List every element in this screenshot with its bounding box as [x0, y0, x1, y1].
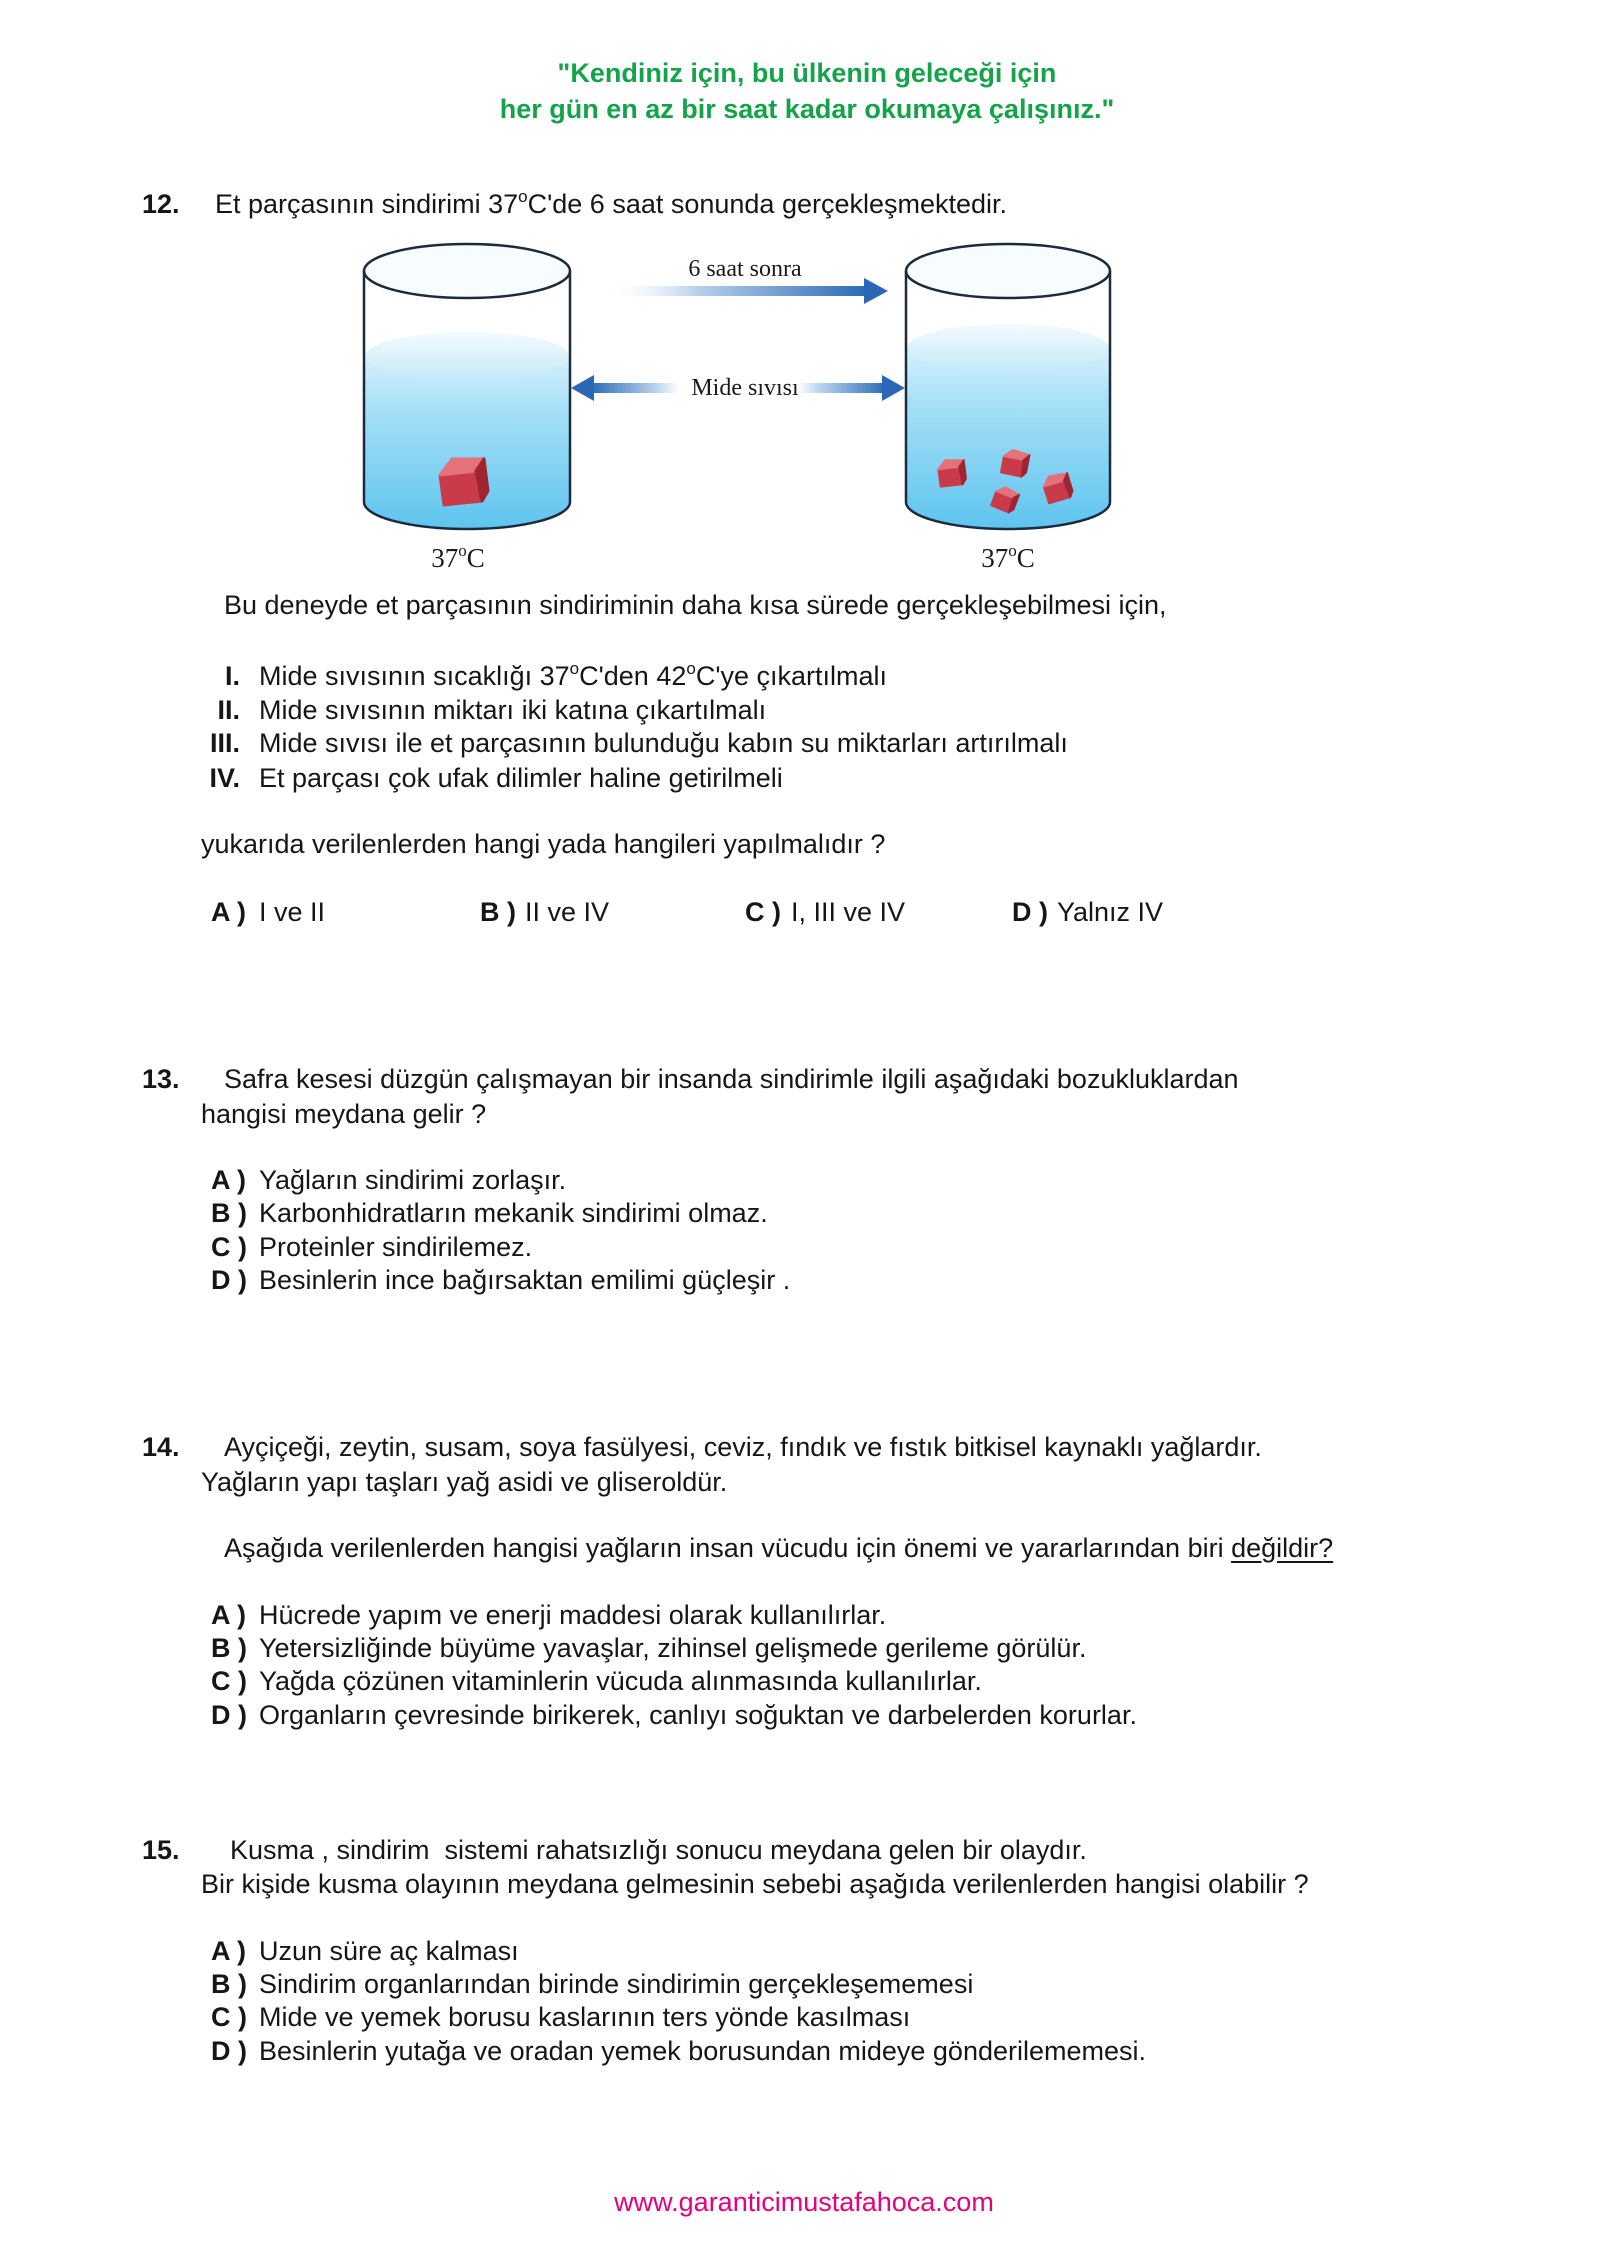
- option-text: Yalnız IV: [1057, 897, 1164, 927]
- degree-superscript: o: [686, 659, 696, 678]
- question-15-stem-line-1: Kusma , sindirim sistemi rahatsızlığı sonucu meydana gelen bir olaydır.: [230, 1835, 1087, 1865]
- stem-text: C'de 6 saat sonunda gerçekleşmektedir.: [527, 189, 1008, 219]
- statement-numeral: III.: [209, 728, 240, 758]
- option-label: A ): [211, 1165, 246, 1195]
- option-text: Karbonhidratların mekanik sindirimi olmaz.: [259, 1198, 768, 1228]
- stem-text: Et parçasının sindirimi 37: [215, 189, 519, 219]
- option-text: Yetersizliğinde büyüme yavaşlar, zihinsel gelişmede gerileme görülür.: [259, 1633, 1087, 1663]
- statement-text: Mide sıvısının miktarı iki katına çıkartılmalı: [259, 695, 767, 725]
- degree-superscript: o: [518, 187, 528, 206]
- option-text: II ve IV: [525, 897, 610, 927]
- statement-part: C'den 42: [579, 661, 687, 691]
- option-text: Besinlerin yutağa ve oradan yemek borusundan mideye gönderilememesi.: [259, 2036, 1147, 2066]
- option-label: D ): [1012, 897, 1048, 927]
- prompt-text: Aşağıda verilenlerden hangisi yağların insan vücudu için önemi ve yararlarından biri: [224, 1533, 1232, 1563]
- question-14-stem-line-1: Ayçiçeği, zeytin, susam, soya fasülyesi, ceviz, fındık ve fıstık bitkisel kaynaklı yağlardır.: [224, 1432, 1262, 1462]
- water-surface: [907, 324, 1109, 372]
- option-text: Besinlerin ince bağırsaktan emilimi güçleşir .: [259, 1265, 791, 1295]
- option-label: C ): [745, 897, 781, 927]
- question-13-stem-line-2: hangisi meydana gelir ?: [201, 1099, 487, 1129]
- option-text: Yağların sindirimi zorlaşır.: [259, 1165, 567, 1195]
- statement-numeral: I.: [224, 661, 240, 691]
- question-13-number: 13.: [142, 1064, 180, 1094]
- question-12-number: 12.: [142, 189, 180, 219]
- statement-part: C'ye çıkartılmalı: [695, 661, 888, 691]
- option-text: Yağda çözünen vitaminlerin vücuda alınmasında kullanılırlar.: [259, 1666, 982, 1696]
- option-text: Proteinler sindirilemez.: [259, 1232, 533, 1262]
- option-text: Uzun süre aç kalması: [259, 1936, 519, 1966]
- statement-numeral: IV.: [209, 763, 240, 793]
- meat-piece-small: [938, 460, 966, 487]
- temperature-unit: C: [466, 543, 485, 573]
- option-label: C ): [211, 1232, 247, 1262]
- option-label: B ): [211, 1633, 247, 1663]
- question-15-stem-line-2: Bir kişide kusma olayının meydana gelmesinin sebebi aşağıda verilenlerden hangisi olabilir ?: [201, 1869, 1309, 1899]
- question-14-stem-line-2: Yağların yapı taşları yağ asidi ve gliseroldür.: [201, 1467, 728, 1497]
- option-text: I, III ve IV: [791, 897, 906, 927]
- question-14-number: 14.: [142, 1432, 180, 1462]
- option-label: C ): [211, 1666, 247, 1696]
- question-12-lead: Bu deneyde et parçasının sindiriminin daha kısa sürede gerçekleşebilmesi için,: [224, 590, 1167, 620]
- digestion-experiment-figure: [0, 0, 1600, 620]
- degree-superscript: o: [1008, 541, 1017, 560]
- option-label: B ): [211, 1969, 247, 1999]
- option-label: D ): [211, 1265, 247, 1295]
- motto-line-1: "Kendiniz için, bu ülkenin geleceği için: [557, 58, 1057, 88]
- option-text: Hücrede yapım ve enerji maddesi olarak kullanılırlar.: [259, 1600, 887, 1630]
- option-text: Sindirim organlarından birinde sindirimin gerçekleşememesi: [259, 1969, 974, 1999]
- arrow-time-label: 6 saat sonra: [688, 256, 802, 282]
- degree-superscript: o: [569, 659, 580, 678]
- temperature-value: 37: [431, 543, 459, 573]
- option-label: B ): [480, 897, 516, 927]
- option-label: A ): [211, 1600, 246, 1630]
- option-text: Organların çevresinde birikerek, canlıyı soğuktan ve darbelerden korurlar.: [259, 1700, 1137, 1730]
- arrow-shaft: [604, 286, 868, 296]
- statement-text: Mide sıvısı ile et parçasının bulunduğu kabın su miktarları artırılmalı: [259, 728, 1068, 758]
- option-label: A ): [211, 897, 246, 927]
- arrow-liquid-label: Mide sıvısı: [691, 375, 799, 401]
- question-12-prompt: yukarıda verilenlerden hangi yada hangileri yapılmalıdır ?: [201, 829, 886, 859]
- degree-superscript: o: [458, 541, 467, 560]
- arrow-head-right: [864, 278, 888, 304]
- option-text: I ve II: [259, 897, 326, 927]
- arrow-head-right: [882, 375, 905, 401]
- statement-numeral: II.: [217, 695, 240, 725]
- statement-text: Et parçası çok ufak dilimler haline getirilmeli: [259, 763, 783, 793]
- question-14-prompt: [224, 1532, 1333, 1564]
- beaker-right: [906, 244, 1110, 529]
- water-surface: [365, 332, 569, 380]
- right-temperature-label: [908, 542, 1108, 578]
- question-15-number: 15.: [142, 1835, 180, 1865]
- option-text: Mide ve yemek borusu kaslarının ters yönde kasılması: [259, 2002, 911, 2032]
- statement-text: [259, 660, 887, 696]
- temperature-value: 37: [981, 543, 1009, 573]
- beaker-left: [364, 244, 570, 529]
- option-label: D ): [211, 2036, 247, 2066]
- arrow-head-left: [571, 375, 594, 401]
- temperature-unit: C: [1016, 543, 1035, 573]
- left-temperature-label: [358, 542, 558, 578]
- meat-piece-whole: [440, 459, 488, 505]
- option-label: A ): [211, 1936, 246, 1966]
- option-label: B ): [211, 1198, 247, 1228]
- prompt-emphasis-underlined: değildir?: [1231, 1533, 1334, 1563]
- option-label: D ): [211, 1700, 247, 1730]
- statement-part: Mide sıvısının sıcaklığı 37: [259, 661, 570, 691]
- motto-line-2: her gün en az bir saat kadar okumaya çalışınız.": [499, 94, 1115, 124]
- option-label: C ): [211, 2002, 247, 2032]
- question-13-stem-line-1: Safra kesesi düzgün çalışmayan bir insanda sindirimle ilgili aşağıdaki bozukluklardan: [224, 1064, 1239, 1094]
- footer-website: www.garanticimustafahoca.com: [614, 2187, 994, 2217]
